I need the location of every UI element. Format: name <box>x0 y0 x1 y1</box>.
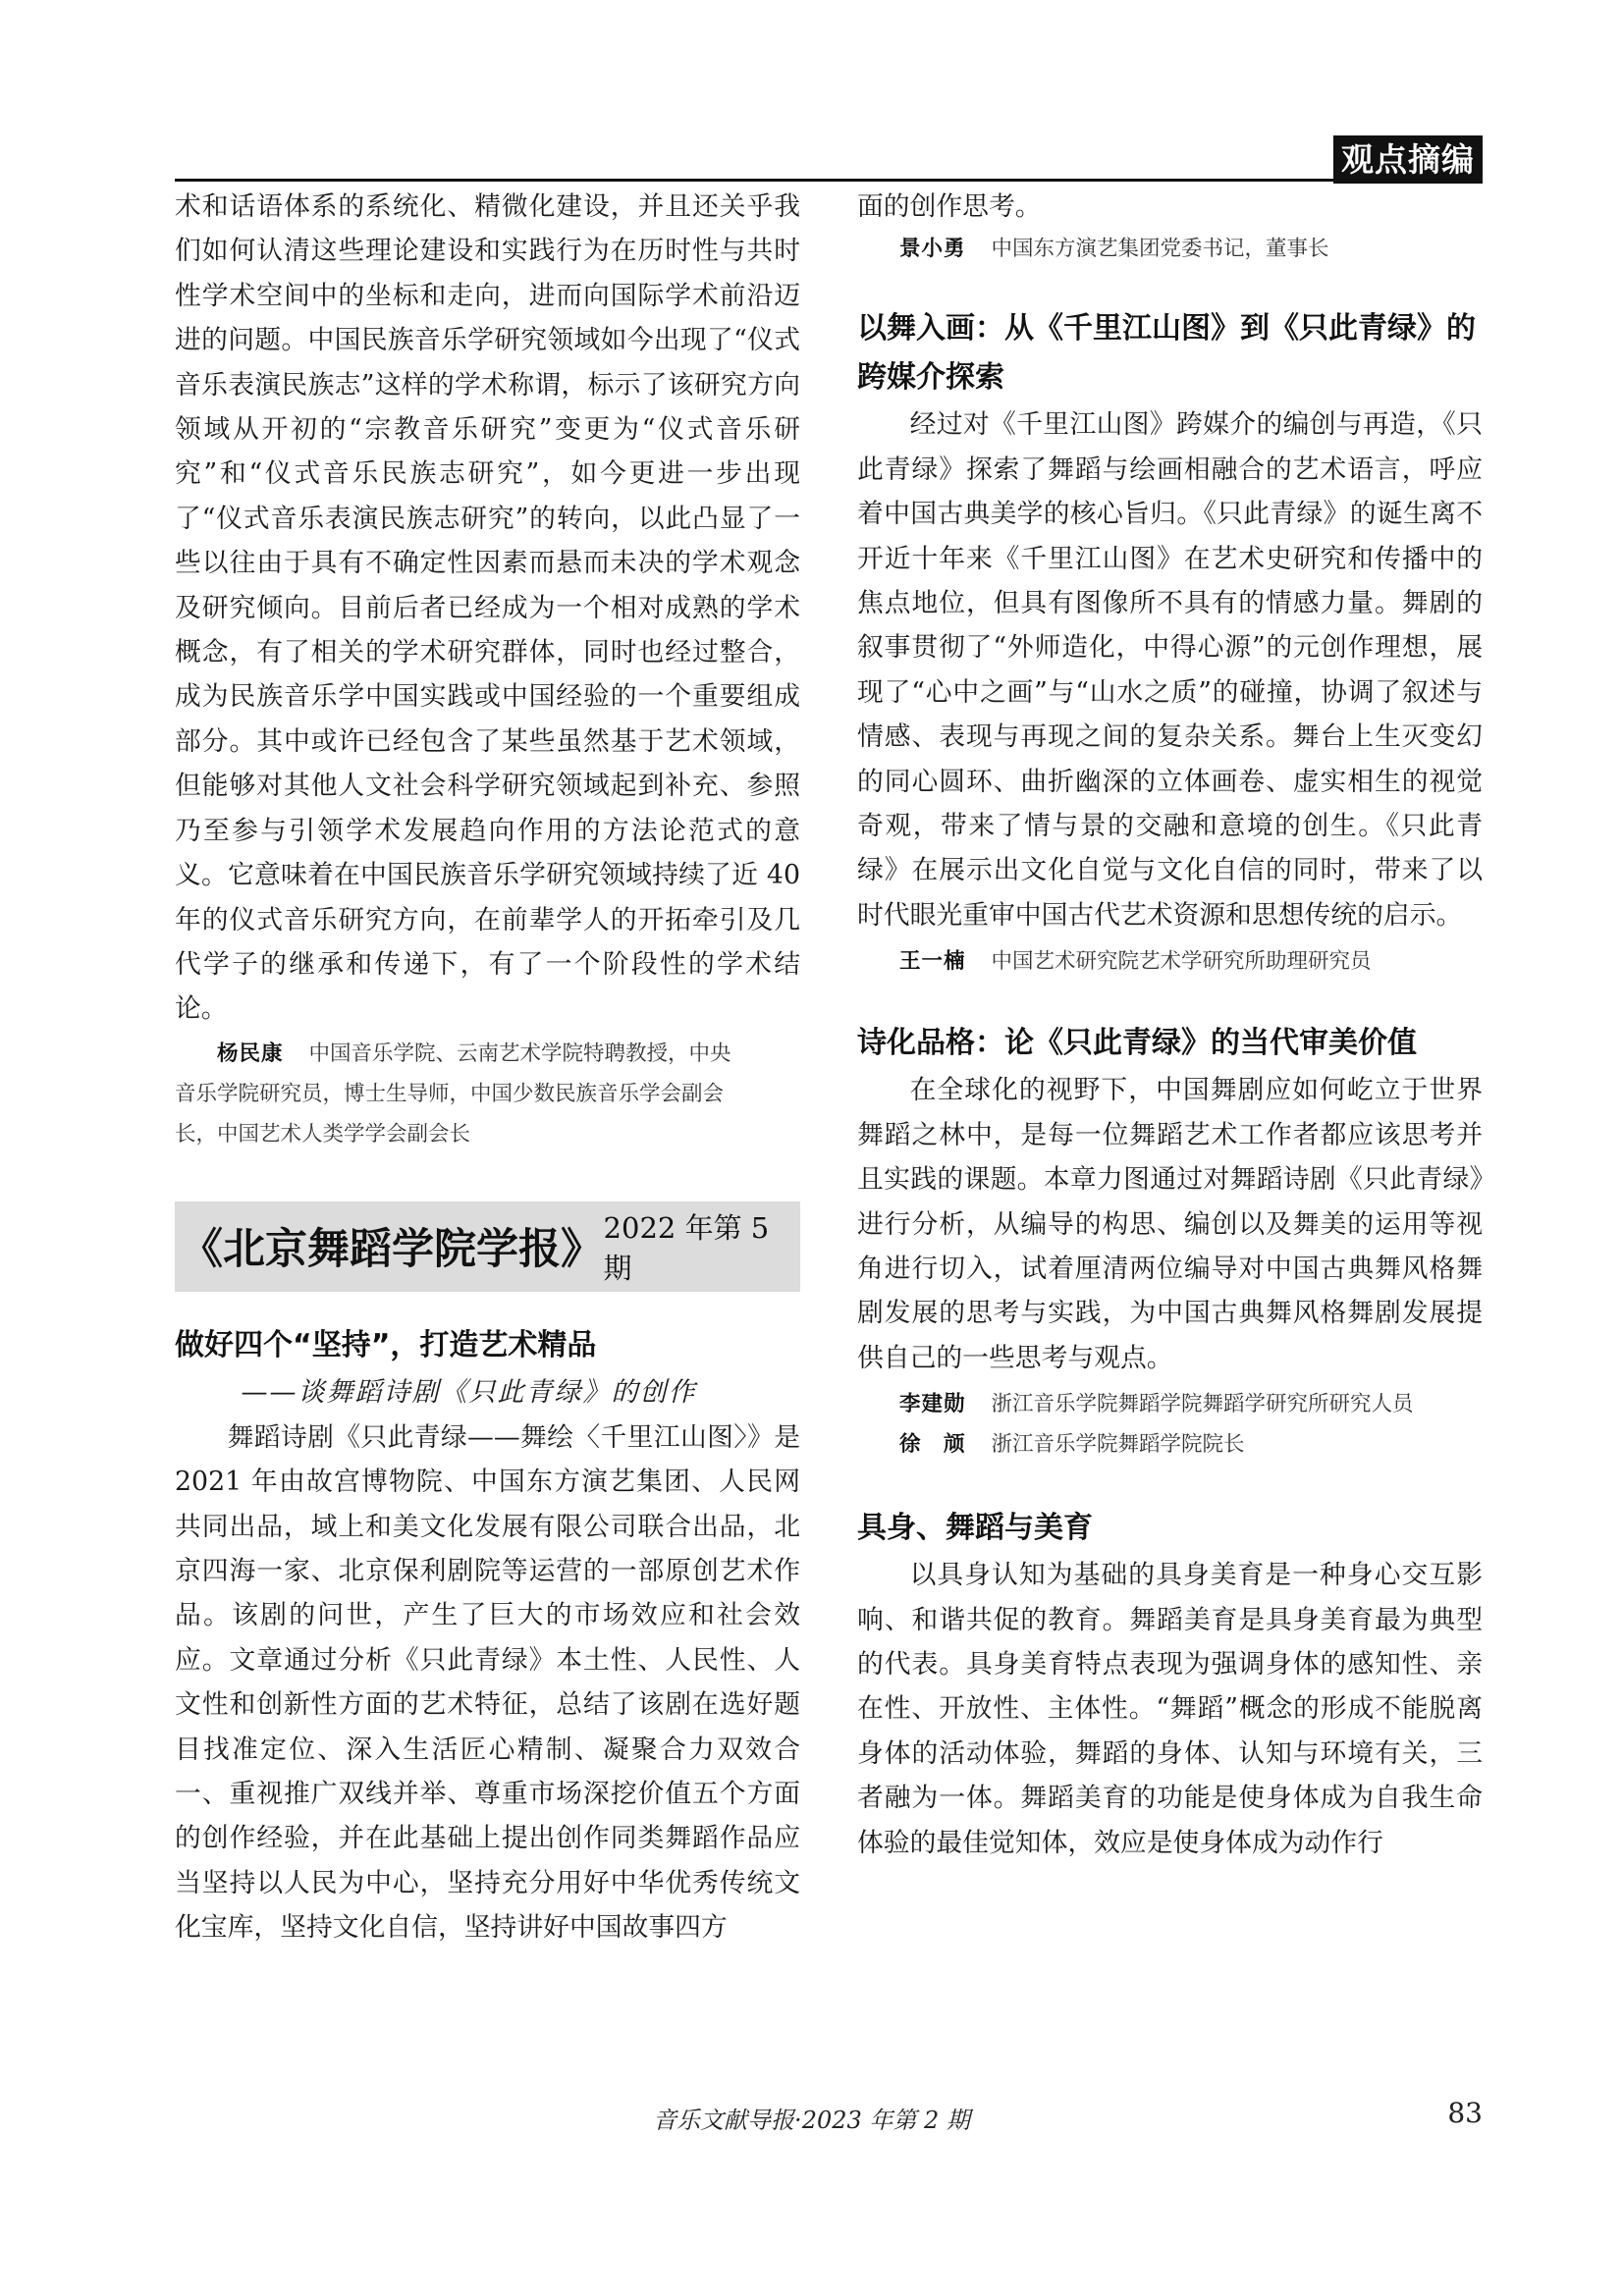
section-label: 观点摘编 <box>1333 135 1483 184</box>
signature-jing-xiaoyong <box>857 229 1483 269</box>
article-title-cont: 跨媒介探索 <box>857 360 1004 396</box>
author-name: 李建勋 <box>899 1392 966 1417</box>
article-title: 诗化品格：论《只此青绿》的当代审美价值 <box>857 1026 1417 1061</box>
footer-journal: 音乐文献导报·2023 年第 2 期 <box>653 2107 970 2134</box>
article-subtitle: ——谈舞蹈诗剧《只此青绿》的创作 <box>241 1376 697 1408</box>
right-column <box>857 185 1483 1865</box>
header-rule <box>175 179 1483 182</box>
article-paragraph: 经过对《千里江山图》跨媒介的编创与再造，《只此青绿》探索了舞蹈与绘画相融合的艺术语言，呼应着中国古典美学的核心旨归。《只此青绿》的诞生离不开近十年来《千里江山图》在艺术史研究和传播中的焦点地位，但具有图像所不具有的情感力量。舞剧的叙事贯彻了“外师造化，中得心源”的元创作理想，展现了“心中之画”与“山水之质”的碰撞，协调了叙述与情感、表现与再现之间的复杂关系。舞台上生灭变幻的同心圆环、曲折幽深的立体画卷、虚实相生的视觉奇观，带来了情与景的交融和意境的创生。《只此青绿》在展示出文化自觉与文化自信的同时，带来了以时代眼光重审中国古代艺术资源和思想传统的启示。 <box>857 409 1483 931</box>
journal-name: 《北京舞蹈学院学报》 <box>181 1225 603 1275</box>
author-affiliation: 浙江音乐学院舞蹈学院院长 <box>991 1432 1245 1458</box>
continued-paragraph: 术和话语体系的系统化、精微化建设，并且还关乎我们如何认清这些理论建设和实践行为在历时性与共时性学术空间中的坐标和走向，进而向国际学术前沿迈进的问题。中国民族音乐学研究领域如今出现了“仪式音乐表演民族志”这样的学术称谓，标示了该研究方向领域从开初的“宗教音乐研究”变更为“仪式音乐研究”和“仪式音乐民族志研究”，如今更进一步出现了“仪式音乐表演民族志研究”的转向，以此凸显了一些以往由于具有不确定性因素而悬而未决的学术观念及研究倾向。目前后者已经成为一个相对成熟的学术概念，有了相关的学术研究群体，同时也经过整合，成为民族音乐学中国实践或中国经验的一个重要组成部分。其中或许已经包含了某些虽然基于艺术领域，但能够对其他人文社会科学研究领域起到补充、参照乃至参与引领学术发展趋向作用的方法论范式的意义。它意味着在中国民族音乐学研究领域持续了近 40 年的仪式音乐研究方向，在前辈学人的开拓牵引及几代学子的继承和传递下，有了一个阶段性的学术结论。 <box>175 191 800 1025</box>
author-affiliation-cont: 音乐学院研究员，博士生导师，中国少数民族音乐学会副会 <box>175 1081 725 1106</box>
article-title: 具身、舞蹈与美育 <box>857 1511 1093 1546</box>
author-name: 景小勇 <box>899 237 966 262</box>
article-title: 做好四个“坚持”，打造艺术精品 <box>175 1327 597 1362</box>
article-paragraph: 在全球化的视野下，中国舞剧应如何屹立于世界舞蹈之林中，是每一位舞蹈艺术工作者都应该思考并且实践的课题。本章力图通过对舞蹈诗剧《只此青绿》进行分析，从编导的构思、编创以及舞美的运用等视角进行切入，试着厘清两位编导对中国古典舞风格舞剧发展的思考与实践，为中国古典舞风格舞剧发展提供自己的一些思考与观点。 <box>857 1075 1483 1373</box>
continued-text: 面的创作思考。 <box>857 191 1042 222</box>
article-title: 以舞入画：从《千里江山图》到《只此青绿》的 <box>857 311 1476 347</box>
journal-issue: 2022 年第 5 期 <box>603 1210 770 1285</box>
article-paragraph: 以具身认知为基础的具身美育是一种身心交互影响、和谐共促的教育。舞蹈美育是具身美育最为典型的代表。具身美育特点表现为强调身体的感知性、亲在性、开放性、主体性。“舞蹈”概念的形成不能脱离身体的活动体验，舞蹈的身体、认知与环境有关，三者融为一体。舞蹈美育的功能是使身体成为自我生命体验的最佳觉知体，效应是使身体成为动作行 <box>857 1560 1483 1858</box>
signature-yang-minkang <box>175 1034 800 1074</box>
journal-heading-band <box>175 1201 800 1292</box>
author-affiliation: 浙江音乐学院舞蹈学院舞蹈学研究所研究人员 <box>991 1392 1414 1417</box>
author-affiliation: 中国东方演艺集团党委书记，董事长 <box>991 237 1329 262</box>
article-paragraph: 舞蹈诗剧《只此青绿——舞绘〈千里江山图〉》是 2021 年由故宫博物院、中国东方演艺集团、人民网共同出品，域上和美文化发展有限公司联合出品，北京四海一家、北京保利剧院等运营的一部原创艺术作品。该剧的问世，产生了巨大的市场效应和社会效应。文章通过分析《只此青绿》本土性、人民性、人文性和创新性方面的艺术特征，总结了该剧在选好题目找准定位、深入生活匠心精制、凝聚合力双效合一、重视推广双线并举、尊重市场深挖价值五个方面的创作经验，并在此基础上提出创作同类舞蹈作品应当坚持以人民为中心，坚持充分用好中华优秀传统文化宝库，坚持文化自信，坚持讲好中国故事四方 <box>175 1421 800 1944</box>
author-name: 杨民康 <box>217 1041 284 1066</box>
author-affiliation: 中国艺术研究院艺术学研究所助理研究员 <box>991 949 1372 975</box>
signature-li-jianxun <box>857 1384 1483 1424</box>
author-affiliation: 中国音乐学院、云南艺术学院特聘教授，中央 <box>308 1041 731 1066</box>
author-affiliation-cont: 长，中国艺术人类学学会副会长 <box>175 1121 471 1147</box>
signature-wang-yinan <box>857 941 1483 982</box>
signature-xu-hang <box>857 1424 1483 1465</box>
page-number: 83 <box>1447 2097 1483 2129</box>
author-name: 王一楠 <box>899 949 966 975</box>
left-column <box>175 185 800 1950</box>
author-name: 徐 颃 <box>899 1432 966 1458</box>
